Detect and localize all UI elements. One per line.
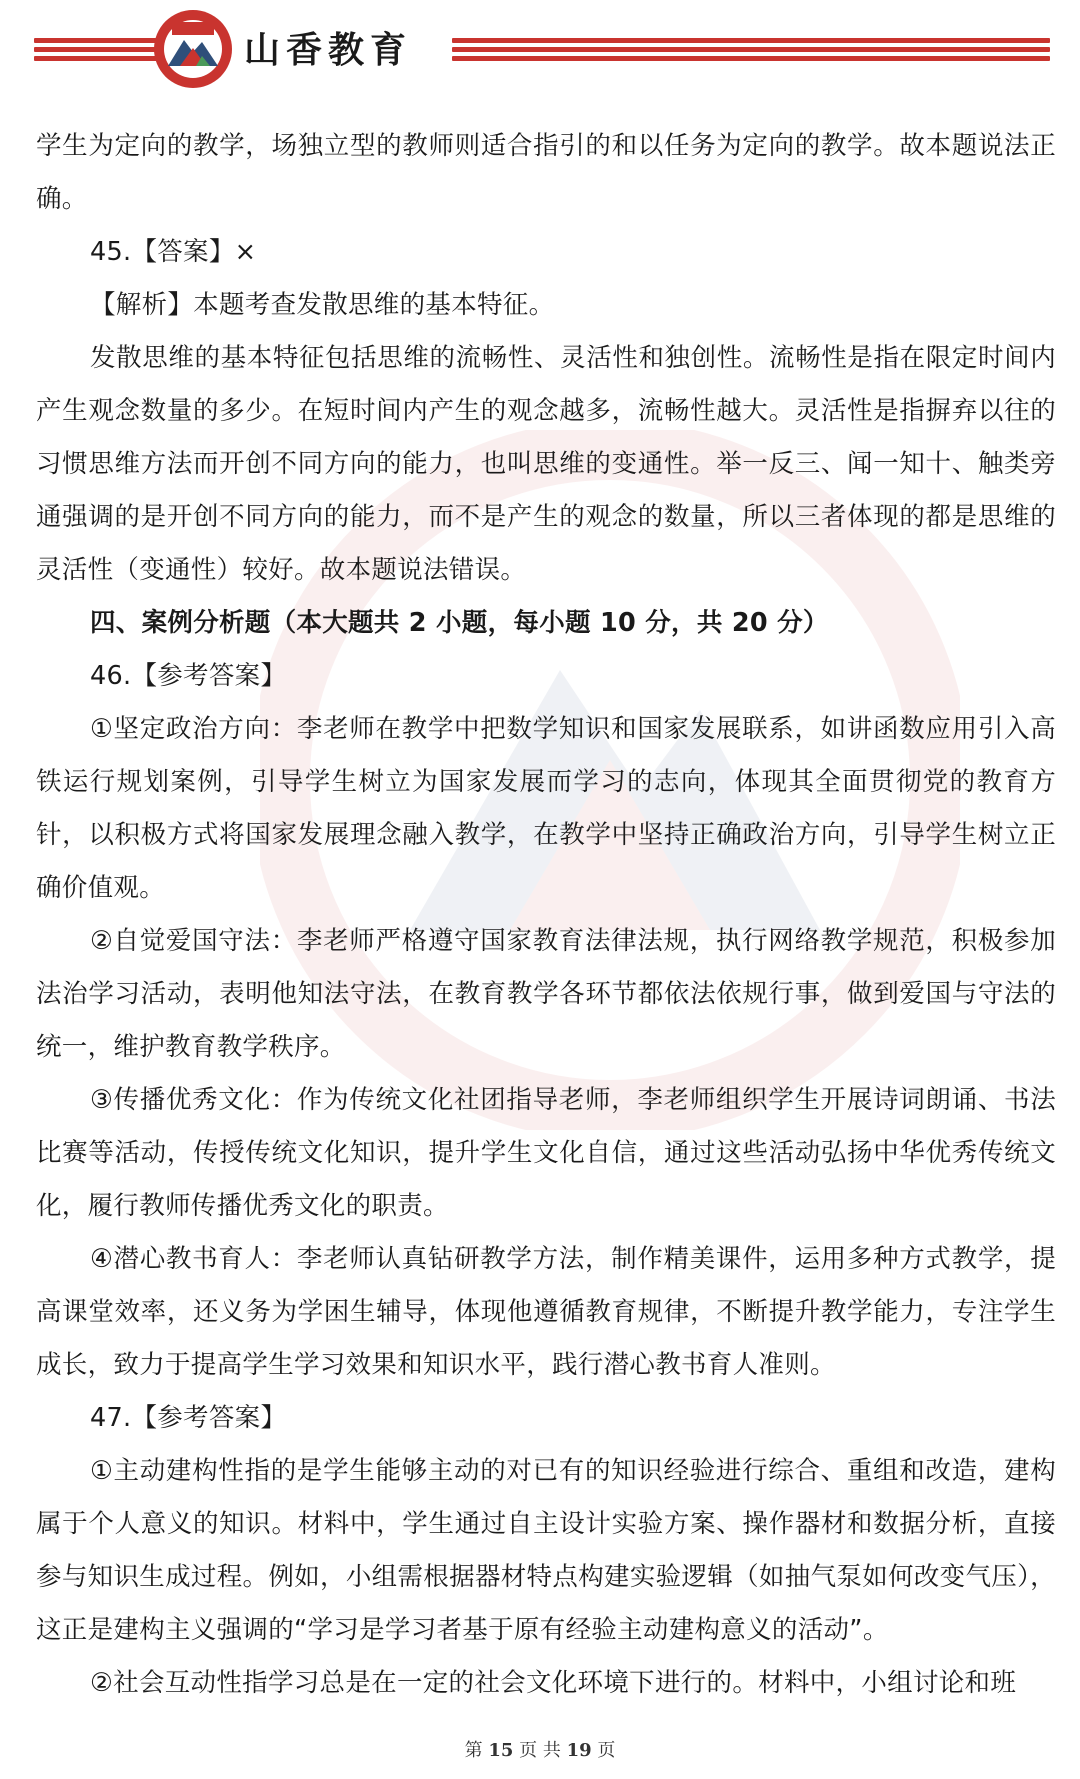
page-footer (0, 1736, 1080, 1762)
shanxiang-logo-icon (152, 8, 234, 90)
footer-prefix: 第 (464, 1740, 483, 1761)
header-stripes-right (452, 38, 1050, 62)
answer-46-point-4: ④潜心教书育人：李老师认真钻研教学方法，制作精美课件，运用多种方式教学，提高课堂效率，还义务为学困生辅导，体现他遵循教育规律，不断提升教学能力，专注学生成长，致力于提高学生学习效果和知识水平，践行潜心教书育人准则。 (36, 1244, 1056, 1380)
footer-mid: 页 共 (519, 1740, 561, 1761)
brand-name: 山香教育 (244, 30, 413, 71)
answer-46-point-1: ①坚定政治方向：李老师在教学中把数学知识和国家发展联系，如讲函数应用引入高铁运行规划案例，引导学生树立为国家发展而学习的志向，体现其全面贯彻党的教育方针，以积极方式将国家发展理念融入教学，在教学中坚持正确政治方向，引导学生树立正确价值观。 (36, 714, 1056, 903)
footer-suffix: 页 (597, 1740, 616, 1761)
answer-47-point-2: ②社会互动性指学习总是在一定的社会文化环境下进行的。材料中，小组讨论和班 (90, 1668, 1017, 1698)
header-stripes-left (34, 38, 170, 62)
answer-47-heading: 47.【参考答案】 (90, 1403, 287, 1433)
answer-46-point-2: ②自觉爱国守法：李老师严格遵守国家教育法律法规，执行网络教学规范，积极参加法治学习活动，表明他知法守法，在教育教学各环节都依法依规行事，做到爱国与守法的统一，维护教育教学秩序。 (36, 926, 1056, 1062)
page-total: 19 (566, 1740, 592, 1761)
answer-45-heading: 45.【答案】× (90, 237, 257, 267)
analysis-45-body: 发散思维的基本特征包括思维的流畅性、灵活性和独创性。流畅性是指在限定时间内产生观念数量的多少。在短时间内产生的观念越多，流畅性越大。灵活性是指摒弃以往的习惯思维方法而开创不同方向的能力，也叫思维的变通性。举一反三、闻一知十、触类旁通强调的是开创不同方向的能力，而不是产生的观念的数量，所以三者体现的都是思维的灵活性（变通性）较好。故本题说法错误。 (36, 343, 1056, 585)
page-number: 15 (488, 1740, 514, 1761)
answer-47-point-1: ①主动建构性指的是学生能够主动的对已有的知识经验进行综合、重组和改造，建构属于个人意义的知识。材料中，学生通过自主设计实验方案、操作器材和数据分析，直接参与知识生成过程。例如，小组需根据器材特点构建实验逻辑（如抽气泵如何改变气压），这正是建构主义强调的“学习是学习者基于原有经验主动建构意义的活动”。 (36, 1456, 1056, 1645)
answer-46-heading: 46.【参考答案】 (90, 661, 287, 691)
document-body (36, 120, 1056, 1710)
answer-46-point-3: ③传播优秀文化：作为传统文化社团指导老师，李老师组织学生开展诗词朗诵、书法比赛等活动，传授传统文化知识，提升学生文化自信，通过这些活动弘扬中华优秀传统文化，履行教师传播优秀文化的职责。 (36, 1085, 1056, 1221)
section-four-title: 四、案例分析题（本大题共 2 小题，每小题 10 分，共 20 分） (90, 608, 829, 638)
analysis-45-heading: 【解析】本题考查发散思维的基本特征。 (90, 290, 555, 320)
page-header (0, 0, 1080, 110)
paragraph-continuation: 学生为定向的教学，场独立型的教师则适合指引的和以任务为定向的教学。故本题说法正确。 (36, 131, 1056, 214)
